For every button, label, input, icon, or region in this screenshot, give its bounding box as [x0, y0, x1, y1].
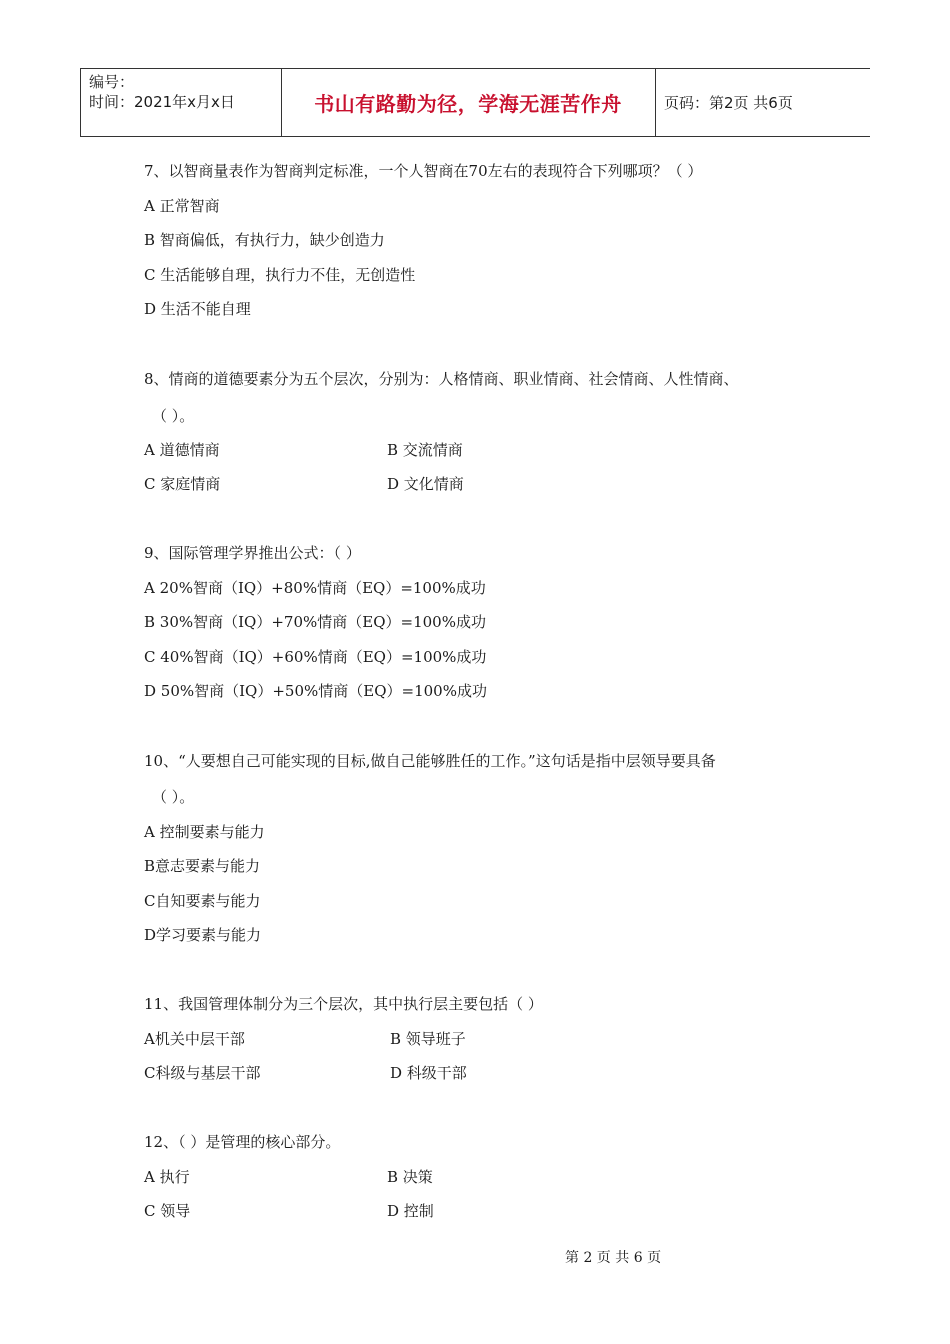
q12-option-a: A 执行 — [144, 1168, 190, 1186]
header-page-info: 页码：第2页 共6页 — [664, 94, 793, 112]
footer-page-number: 第 2 页 共 6 页 — [565, 1250, 662, 1266]
q9-option-a: A 20%智商（IQ）+80%情商（EQ）=100%成功 — [144, 579, 486, 597]
q11-option-c: C科级与基层干部 — [144, 1064, 261, 1082]
header-border-left — [80, 69, 81, 136]
q10-stem-continued: （ ）。 — [152, 788, 195, 806]
q10-stem: 10、“人要想自己可能实现的目标,做自己能够胜任的工作。”这句话是指中层领导要具备 — [144, 752, 716, 770]
q8-option-d: D 文化情商 — [387, 475, 464, 493]
q8-stem-continued: （ ）。 — [152, 407, 195, 425]
page-header — [80, 68, 870, 137]
q8-stem: 8、情商的道德要素分为五个层次，分别为：人格情商、职业情商、社会情商、人性情商、 — [144, 370, 739, 388]
q7-option-c: C 生活能够自理，执行力不佳，无创造性 — [144, 266, 416, 284]
q11-option-b: B 领导班子 — [390, 1030, 466, 1048]
q7-option-a: A 正常智商 — [144, 197, 220, 215]
q9-option-d: D 50%智商（IQ）+50%情商（EQ）=100%成功 — [144, 682, 487, 700]
q10-option-d: D学习要素与能力 — [144, 926, 262, 944]
header-slogan: 书山有路勤为径，学海无涯苦作舟 — [314, 92, 622, 116]
q7-option-b: B 智商偏低，有执行力，缺少创造力 — [144, 231, 385, 249]
q9-option-b: B 30%智商（IQ）+70%情商（EQ）=100%成功 — [144, 613, 486, 631]
q8-option-a: A 道德情商 — [144, 441, 220, 459]
q10-option-a: A 控制要素与能力 — [144, 823, 265, 841]
q11-option-d: D 科级干部 — [390, 1064, 467, 1082]
q9-option-c: C 40%智商（IQ）+60%情商（EQ）=100%成功 — [144, 648, 487, 666]
q10-option-b: B意志要素与能力 — [144, 857, 261, 875]
number-label: 编号： — [89, 73, 135, 91]
q9-stem: 9、国际管理学界推出公式：（ ） — [144, 544, 361, 562]
q11-option-a: A机关中层干部 — [144, 1030, 245, 1048]
q11-stem: 11、我国管理体制分为三个层次，其中执行层主要包括（ ） — [144, 995, 543, 1013]
date-label: 时间：2021年x月x日 — [89, 93, 235, 111]
q12-stem: 12、（ ）是管理的核心部分。 — [144, 1133, 341, 1151]
q8-option-b: B 交流情商 — [387, 441, 463, 459]
q10-option-c: C自知要素与能力 — [144, 892, 261, 910]
q7-stem: 7、以智商量表作为智商判定标准，一个人智商在70左右的表现符合下列哪项？（ ） — [144, 162, 703, 180]
header-divider-2 — [655, 69, 656, 136]
header-left-cell — [89, 72, 235, 112]
q8-option-c: C 家庭情商 — [144, 475, 221, 493]
q12-option-d: D 控制 — [387, 1202, 434, 1220]
q12-option-b: B 决策 — [387, 1168, 433, 1186]
q12-option-c: C 领导 — [144, 1202, 191, 1220]
q7-option-d: D 生活不能自理 — [144, 300, 251, 318]
